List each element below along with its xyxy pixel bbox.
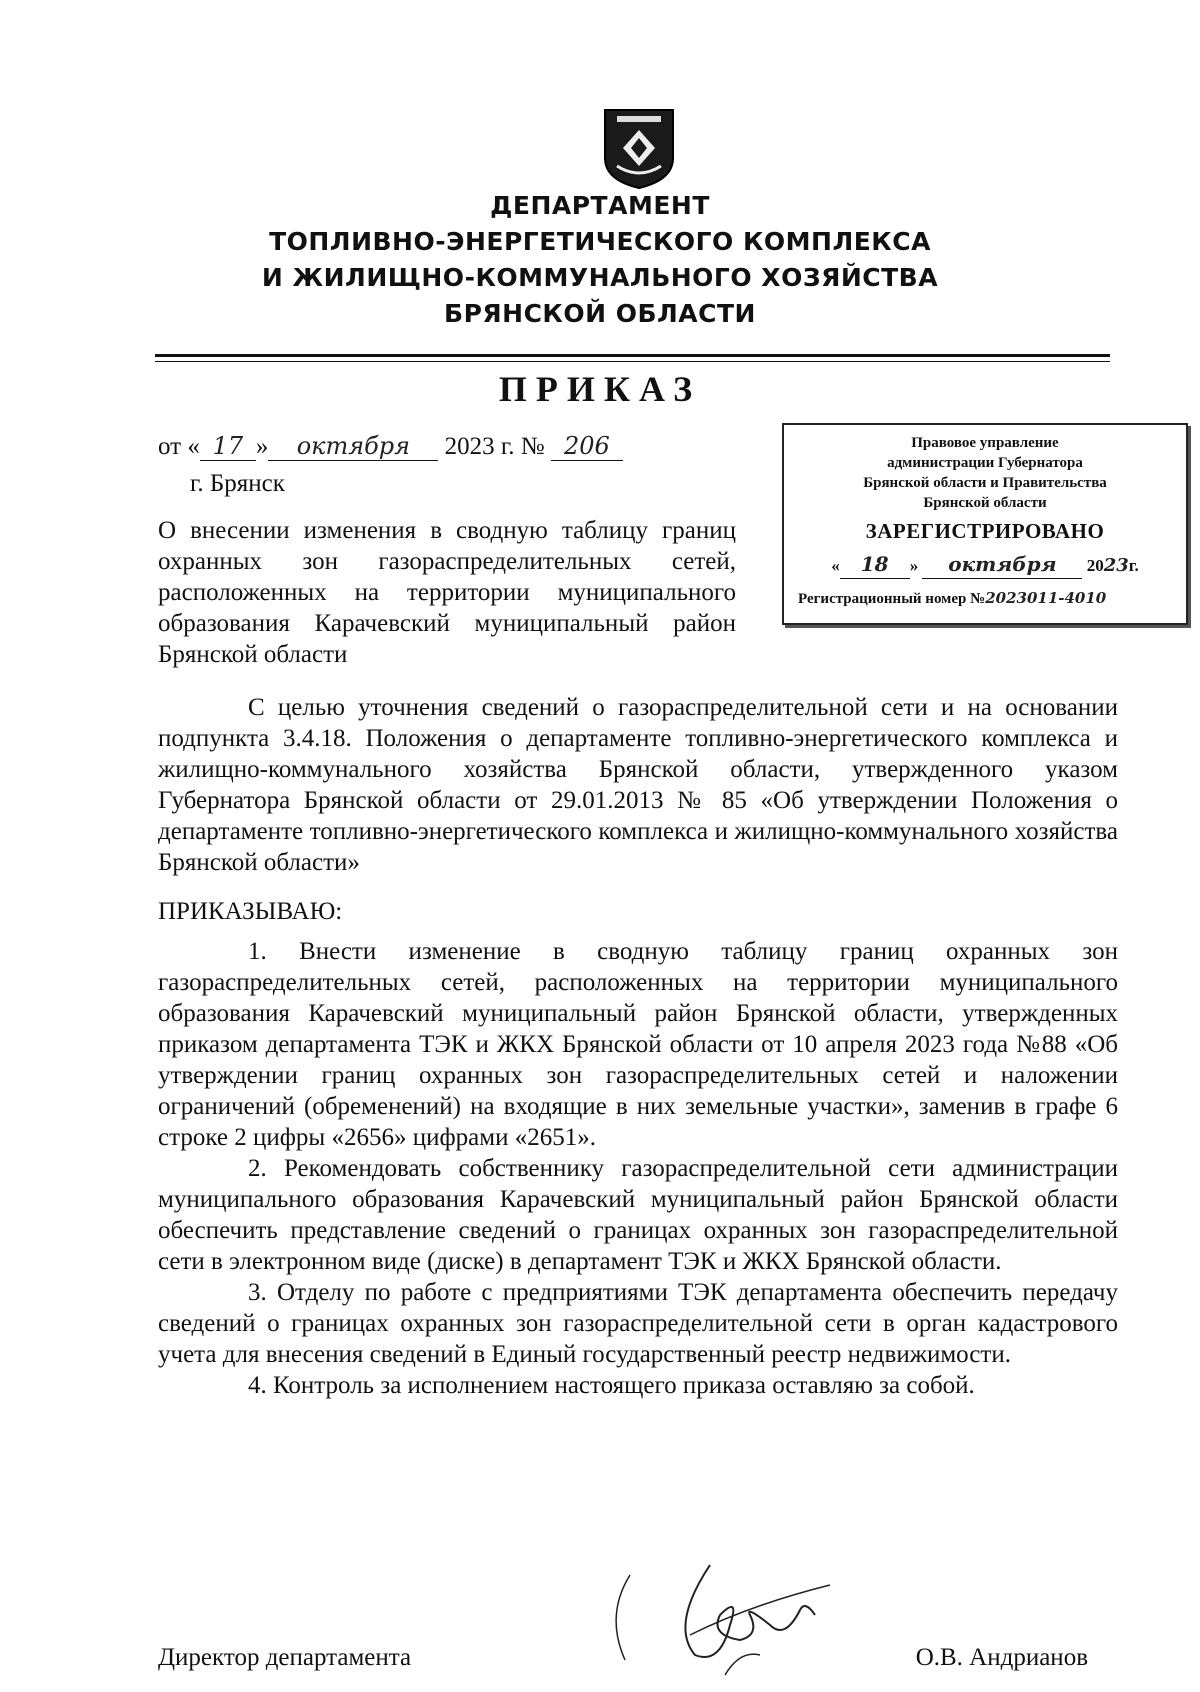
order-word: ПРИКАЗЫВАЮ:: [158, 898, 343, 925]
order-month: октября: [268, 432, 438, 461]
order-item-4: 4. Контроль за исполнением настоящего приказа оставляю за собой.: [248, 1372, 975, 1399]
header-rule-thin: [155, 361, 1110, 362]
preamble-text: С целью уточнения сведений о газораспределительной сети и на основании подпункта 3.4.18. Положения о департаменте топливно-энергетического комплекса и жилищно-коммунального хозяйства Брянской области, утвержденного указом Губернатора Брянской области от 29.01.2013 № 85 «Об утверждении Положения о департаменте топливно-энергетического комплекса и жилищно-коммунального хозяйства Брянской области»: [158, 694, 1118, 876]
order-subject: О внесении изменения в сводную таблицу границ охранных зон газораспределительных сетей, расположенных на территории муниципального образования Карачевский муниципальный район Брянской области: [158, 517, 736, 668]
order-number: 206: [551, 432, 623, 461]
stamp-year-prefix: 20: [1086, 556, 1104, 575]
department-header: [160, 188, 1040, 332]
date-prefix: от «: [158, 433, 200, 460]
stamp-year-suffix: 23: [1103, 555, 1129, 576]
stamp-month: октября: [922, 550, 1082, 579]
order-city: г. Брянск: [190, 470, 285, 497]
dept-line: И ЖИЛИЩНО-КОММУНАЛЬНОГО ХОЗЯЙСТВА: [261, 263, 939, 292]
document-type-title: ПРИКАЗ: [498, 369, 702, 409]
header-rule-thick: [155, 354, 1110, 357]
signatory-position: Директор департамента: [158, 1644, 412, 1671]
dept-line: ТОПЛИВНО-ЭНЕРГЕТИЧЕСКОГО КОМПЛЕКСА: [269, 227, 931, 256]
stamp-registration: [784, 589, 1186, 608]
dept-line: ДЕПАРТАМЕНТ: [490, 191, 710, 220]
stamp-status: ЗАРЕГИСТРИРОВАНО: [865, 519, 1105, 543]
order-date-line: [158, 432, 623, 461]
stamp-org-line: Брянской области и Правительства: [863, 475, 1107, 491]
signature-row: [158, 1644, 1118, 1672]
stamp-year-end: г.: [1128, 556, 1139, 575]
stamp-org-line: администрации Губернатора: [887, 455, 1083, 471]
registration-stamp: [782, 423, 1188, 625]
order-item-2: 2. Рекомендовать собственнику газораспределительной сети администрации муниципального образования Карачевский муниципальный район Брянской области обеспечить представление сведений о границах охранных зон газораспределительной сети в электронном виде (диске) в департамент ТЭК и ЖКХ Брянской области.: [158, 1155, 1118, 1275]
number-prefix: №: [520, 433, 545, 460]
stamp-org-line: Правовое управление: [911, 435, 1059, 451]
stamp-reg-number: 2023011-4010: [985, 589, 1107, 607]
date-mid: »: [255, 433, 269, 460]
order-day: 17: [200, 432, 256, 461]
order-item-1: 1. Внести изменение в сводную таблицу границ охранных зон газораспределительных сетей, расположенных на территории муниципального образования Карачевский муниципальный район Брянской области, утвержденных приказом департамента ТЭК и ЖКХ Брянской области от 10 апреля 2023 года №88 «Об утверждении границ охранных зон газораспределительных сетей и наложении ограничений (обременений) на входящие в них земельные участки», заменив в графе 6 строке 2 цифры «2656» цифрами «2651».: [158, 938, 1118, 1151]
coat-of-arms-emblem: [603, 108, 675, 190]
signatory-name: О.В. Андрианов: [915, 1644, 1088, 1671]
order-year: 2023 г.: [444, 433, 515, 460]
stamp-org-line: Брянской области: [923, 495, 1047, 511]
stamp-day: 18: [840, 550, 910, 579]
order-item-3: 3. Отделу по работе с предприятиями ТЭК департамента обеспечить передачу сведений о границах охранных зон газораспределительной сети в орган кадастрового учета для внесения сведений в Единый государственный реестр недвижимости.: [158, 1279, 1118, 1368]
stamp-date: « 18 » октября 2023г.: [784, 550, 1186, 579]
dept-line: БРЯНСКОЙ ОБЛАСТИ: [444, 299, 756, 328]
stamp-reg-label: Регистрационный номер №: [798, 591, 986, 607]
order-items: [158, 936, 1118, 1401]
order-preamble: [158, 692, 1118, 878]
